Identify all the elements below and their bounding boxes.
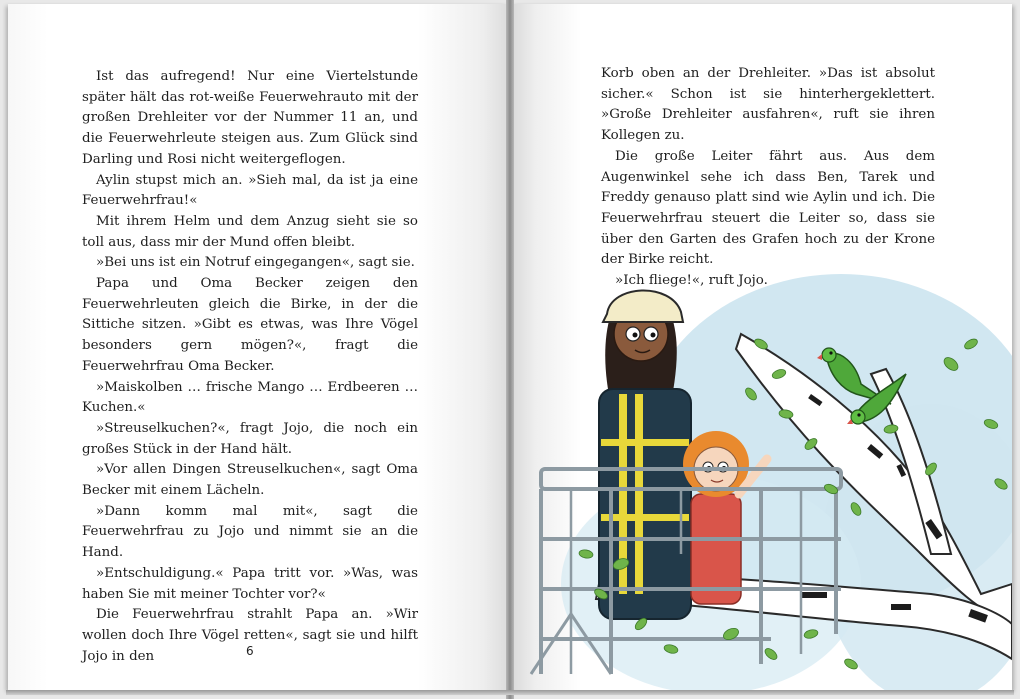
paragraph: Ist das aufregend! Nur eine Viertelstunde später hält das rot-weiße Feuerwehrauto mit der großen Drehleiter vor der Nummer 11 an, und die Feuerwehrleute steigen aus. Zum Glück sind Darling und Rosi nicht weitergeflogen. (82, 69, 418, 167)
left-page-text (82, 67, 418, 667)
paragraph: »Ich fliege!«, ruft Jojo. (615, 273, 768, 289)
paragraph: Mit ihrem Helm und dem Anzug sieht sie so toll aus, dass mir der Mund offen bleibt. (82, 213, 418, 250)
paragraph: »Streuselkuchen?«, fragt Jojo, die noch ein großes Stück in der Hand hält. (82, 420, 418, 457)
paragraph: Die Feuerwehrfrau strahlt Papa an. »Wir wollen doch Ihre Vögel retten«, sagt sie und hilft Jojo in den (82, 607, 418, 664)
paragraph: »Vor allen Dingen Streuselkuchen«, sagt Oma Becker mit einem Lächeln. (82, 462, 418, 499)
paragraph: »Entschuldigung.« Papa tritt vor. »Was, was haben Sie mit meiner Tochter vor?« (82, 565, 418, 602)
paragraph-continuation: Korb oben an der Drehleiter. »Das ist absolut sicher.« Schon ist sie hinterhergeklettert. »Große Drehleiter ausfahren«, ruft sie ihren Kollegen zu. (601, 66, 935, 144)
book-bottom-edge (6, 690, 1014, 695)
firefighter-rescue-illustration (511, 254, 1012, 690)
paragraph: Die große Leiter fährt aus. Aus dem Augenwinkel sehe ich dass Ben, Tarek und Freddy genauso platt sind wie Aylin und ich. Die Feuerwehrfrau steuert die Leiter so, dass sie über den Garten des Grafen hoch zu der Krone der Birke reicht. (601, 148, 935, 268)
page-number: 6 (246, 644, 254, 658)
paragraph: »Dann komm mal mit«, sagt die Feuerwehrfrau zu Jojo und nimmt sie an die Hand. (82, 503, 418, 561)
left-page (8, 4, 508, 690)
paragraph: »Bei uns ist ein Notruf eingegangen«, sagt sie. (96, 255, 415, 271)
paragraph: Papa und Oma Becker zeigen den Feuerwehrleuten gleich die Birke, in der die Sittiche sitzen. »Gibt es etwas, was Ihre Vögel besonders gern mögen?«, fragt die Feuerwehrfrau Oma Becker. (82, 276, 418, 374)
right-page (511, 4, 1012, 690)
paragraph: »Maiskolben … frische Mango … Erdbeeren … Kuchen.« (82, 379, 418, 416)
book-spine (506, 0, 514, 699)
paragraph: Aylin stupst mich an. »Sieh mal, da ist ja eine Feuerwehrfrau!« (82, 172, 418, 209)
